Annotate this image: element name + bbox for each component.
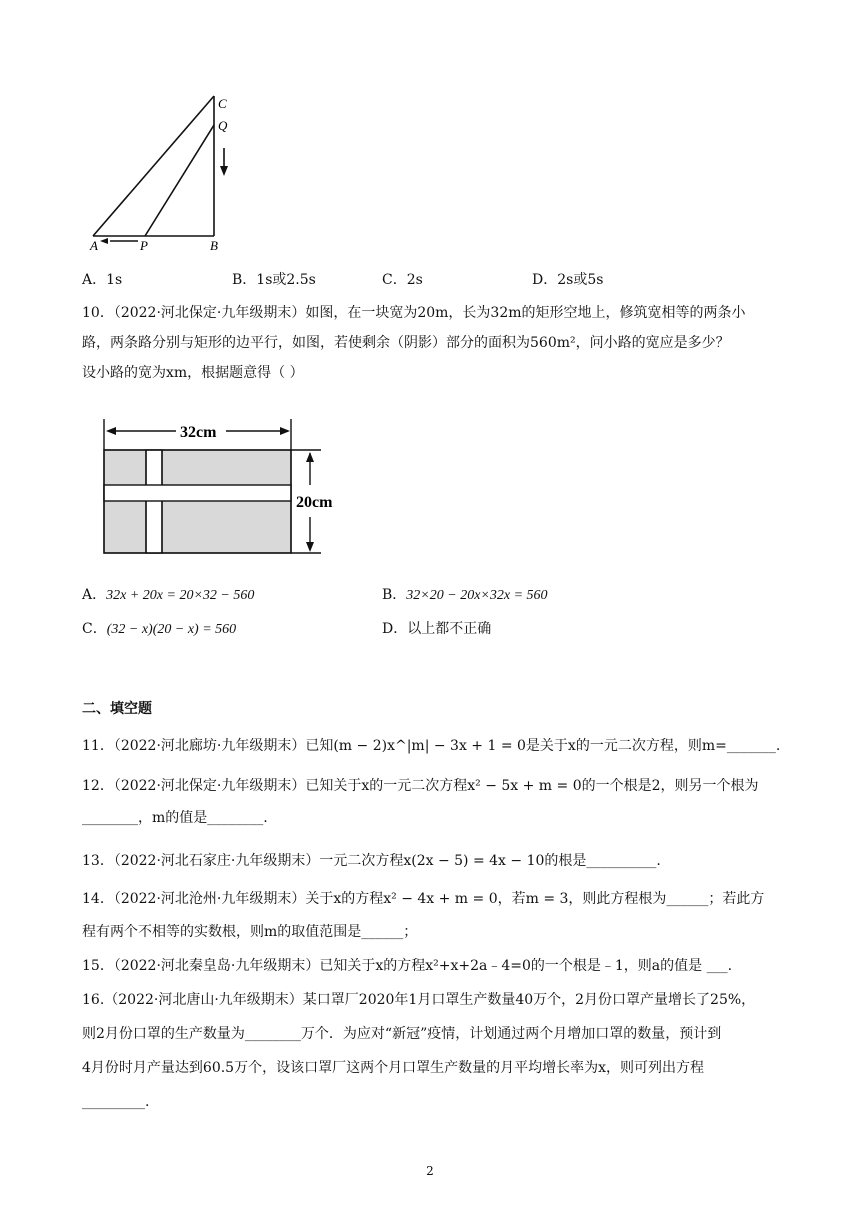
question-16-line-4: _________.: [82, 1094, 150, 1110]
q10-option-b: B．32×20 − 20x×32x = 560: [382, 587, 548, 603]
q10-option-d: D．以上都不正确: [382, 621, 492, 637]
question-15: 15．（2022·河北秦皇岛·九年级期末）已知关于x的方程x²+x+2a﹣4=0的一个根是﹣1，则a的值是 ___.: [82, 958, 733, 974]
q10-option-c: C．(32 − x)(20 − x) = 560: [82, 621, 237, 637]
rectangle-figure: [96, 415, 356, 560]
question-16-line-3: 4月份时月产量达到60.5万个，设该口罩厂这两个月口罩生产数量的月平均增长率为x，则可列出方程: [82, 1060, 704, 1076]
q10-line-2: 路，两条路分别与矩形的边平行，如图，若使剩余（阴影）部分的面积为560m²，问小路的宽应是多少？: [82, 335, 730, 351]
q10-line-3: 设小路的宽为xm，根据题意得（ ）: [82, 365, 304, 381]
section-title: 二、填空题: [82, 701, 152, 717]
q10-option-a: A．32x + 20x = 20×32 − 560: [82, 587, 255, 603]
question-13: 13．（2022·河北石家庄·九年级期末）一元二次方程x(2x − 5) = 4x − 10的根是__________.: [82, 853, 661, 869]
label-c: C: [218, 96, 227, 111]
question-16-line-2: 则2月份口罩的生产数量为________万个．为应对“新冠”疫情，计划通过两个月增加口罩的数量，预计到: [82, 1026, 722, 1042]
q9-option-c: C．2s: [382, 272, 423, 288]
q9-option-b: B．1s或2.5s: [232, 272, 316, 288]
label-q: Q: [218, 118, 228, 133]
height-label: 20cm: [296, 494, 333, 511]
question-14-line-2: 程有两个不相等的实数根，则m的取值范围是______；: [82, 924, 418, 940]
label-b: B: [210, 238, 218, 253]
label-a: A: [90, 238, 98, 253]
width-label: 32cm: [180, 424, 217, 441]
label-p: P: [140, 238, 148, 253]
question-12-line-2: ________，m的值是________.: [82, 810, 268, 826]
q9-option-d: D．2s或5s: [532, 272, 604, 288]
question-12-line-1: 12．（2022·河北保定·九年级期末）已知关于x的一元二次方程x² − 5x + m = 0的一个根是2，则另一个根为: [82, 778, 759, 794]
page-number: 2: [426, 1164, 434, 1178]
question-11: 11．（2022·河北廊坊·九年级期末）已知(m − 2)x^|m| − 3x + 1 = 0是关于x的一元二次方程，则m=_______.: [82, 738, 781, 754]
triangle-figure: [80, 90, 250, 260]
q9-option-a: A．1s: [82, 272, 123, 288]
question-16-line-1: 16.（2022·河北唐山·九年级期末）某口罩厂2020年1月口罩生产数量40万个，2月份口罩产量增长了25%，: [82, 992, 756, 1008]
q10-line-1: 10．（2022·河北保定·九年级期末）如图，在一块宽为20m，长为32m的矩形空地上，修筑宽相等的两条小: [82, 305, 746, 321]
question-14-line-1: 14．（2022·河北沧州·九年级期末）关于x的方程x² − 4x + m = 0，若m = 3，则此方程根为______；若此方: [82, 891, 765, 907]
